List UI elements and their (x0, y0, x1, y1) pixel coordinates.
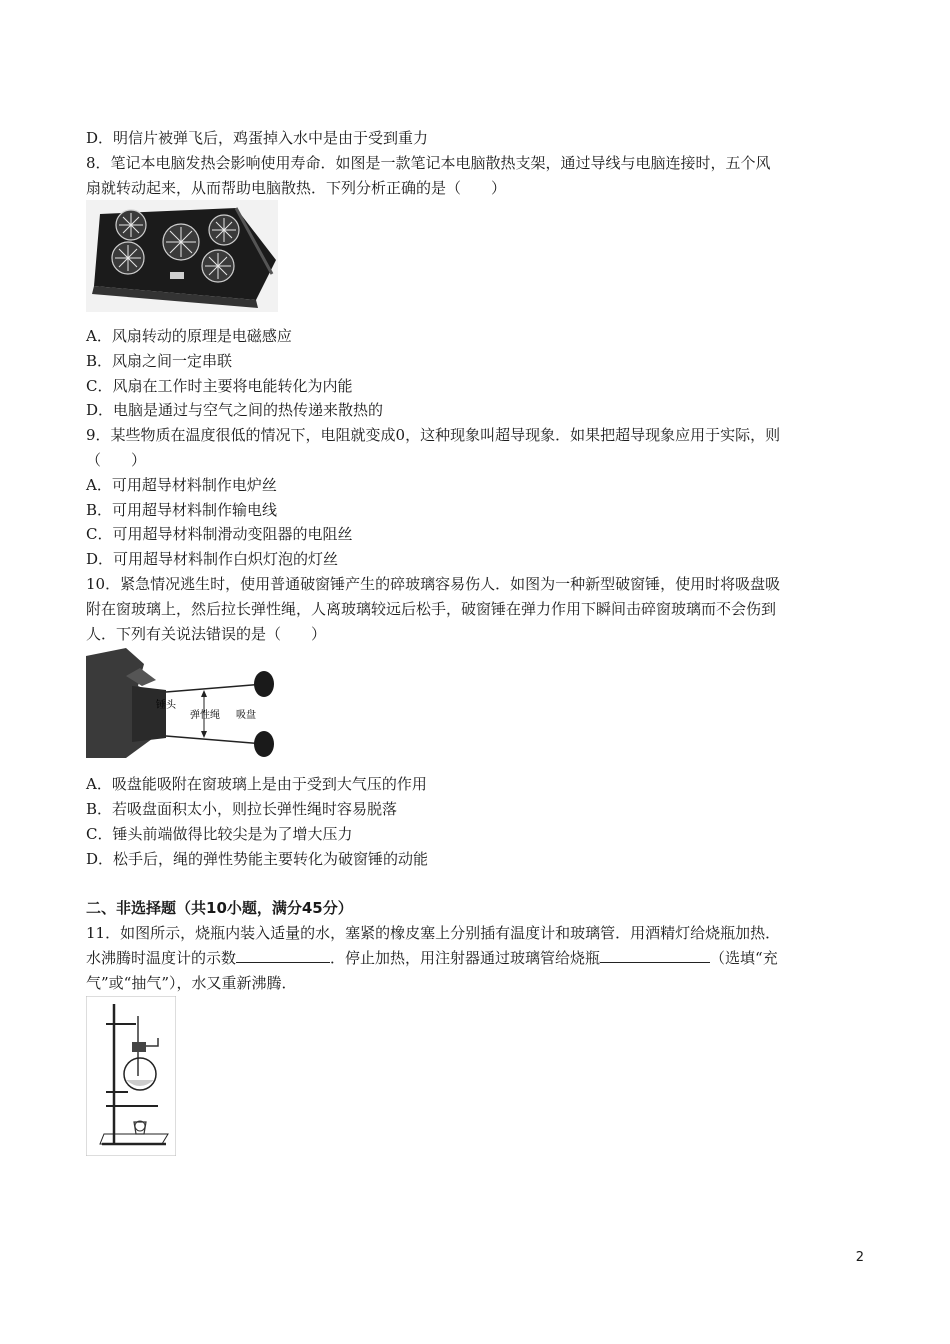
q11-stem-line3: 气”或“抽气”），水又重新沸腾． (86, 974, 297, 992)
q9-option-c: C．可用超导材料制滑动变阻器的电阻丝 (86, 525, 353, 543)
q8-option-a: A．风扇转动的原理是电磁感应 (86, 327, 292, 345)
label-cord: 弹性绳 (190, 710, 220, 721)
q8-option-d: D．电脑是通过与空气之间的热传递来散热的 (86, 401, 384, 419)
q8-option-b: B．风扇之间一定串联 (86, 352, 233, 370)
q11-text-c: （选填“充 (710, 949, 778, 967)
q8-stem-line2: 扇就转动起来，从而帮助电脑散热．下列分析正确的是（ ） (86, 179, 507, 197)
q11-stem-line1: 11．如图所示，烧瓶内装入适量的水，塞紧的橡皮塞上分别插有温度计和玻璃管．用酒精灯给烧瓶加热． (86, 924, 781, 942)
q11-blank-1[interactable] (236, 948, 330, 963)
q11-text-a: 水沸腾时温度计的示数 (86, 949, 237, 967)
q7-option-d: D．明信片被弹飞后，鸡蛋掉入水中是由于受到重力 (86, 129, 429, 147)
q10-option-b: B．若吸盘面积太小，则拉长弹性绳时容易脱落 (86, 800, 398, 818)
q10-option-d: D．松手后，绳的弹性势能主要转化为破窗锤的动能 (86, 850, 429, 868)
q11-stem-line2 (86, 948, 778, 968)
q11-blank-2[interactable] (600, 948, 710, 963)
label-hammer: 锤头 (156, 700, 176, 711)
section-heading: 二、非选择题（共10小题，满分45分） (86, 899, 353, 917)
boiling-flask-apparatus-figure (86, 996, 176, 1156)
window-breaker-figure (86, 646, 278, 762)
q9-option-a: A．可用超导材料制作电炉丝 (86, 476, 277, 494)
q9-stem-line2: （ ） (86, 451, 147, 469)
q10-stem-line2: 附在窗玻璃上，然后拉长弹性绳，人离玻璃较远后松手，破窗锤在弹力作用下瞬间击碎窗玻璃而不会伤到 (86, 600, 777, 618)
q9-option-b: B．可用超导材料制作输电线 (86, 501, 278, 519)
q8-stem-line1: 8．笔记本电脑发热会影响使用寿命．如图是一款笔记本电脑散热支架，通过导线与电脑连接时，五个风 (86, 154, 771, 172)
q10-stem-line1: 10．紧急情况逃生时，使用普通破窗锤产生的碎玻璃容易伤人．如图为一种新型破窗锤，使用时将吸盘吸 (86, 575, 781, 593)
page-number: 2 (855, 1250, 864, 1265)
laptop-cooling-pad-figure (86, 200, 278, 312)
q8-option-c: C．风扇在工作时主要将电能转化为内能 (86, 377, 353, 395)
q10-option-c: C．锤头前端做得比较尖是为了增大压力 (86, 825, 353, 843)
q9-stem-line1: 9．某些物质在温度很低的情况下，电阻就变成0，这种现象叫超导现象．如果把超导现象应用于实际，则 (86, 426, 781, 444)
q10-stem-line3: 人．下列有关说法错误的是（ ） (86, 625, 327, 643)
q10-option-a: A．吸盘能吸附在窗玻璃上是由于受到大气压的作用 (86, 775, 427, 793)
q11-text-b: ．停止加热，用注射器通过玻璃管给烧瓶 (330, 949, 601, 967)
q9-option-d: D．可用超导材料制作白炽灯泡的灯丝 (86, 550, 339, 568)
label-sucker: 吸盘 (236, 710, 256, 721)
